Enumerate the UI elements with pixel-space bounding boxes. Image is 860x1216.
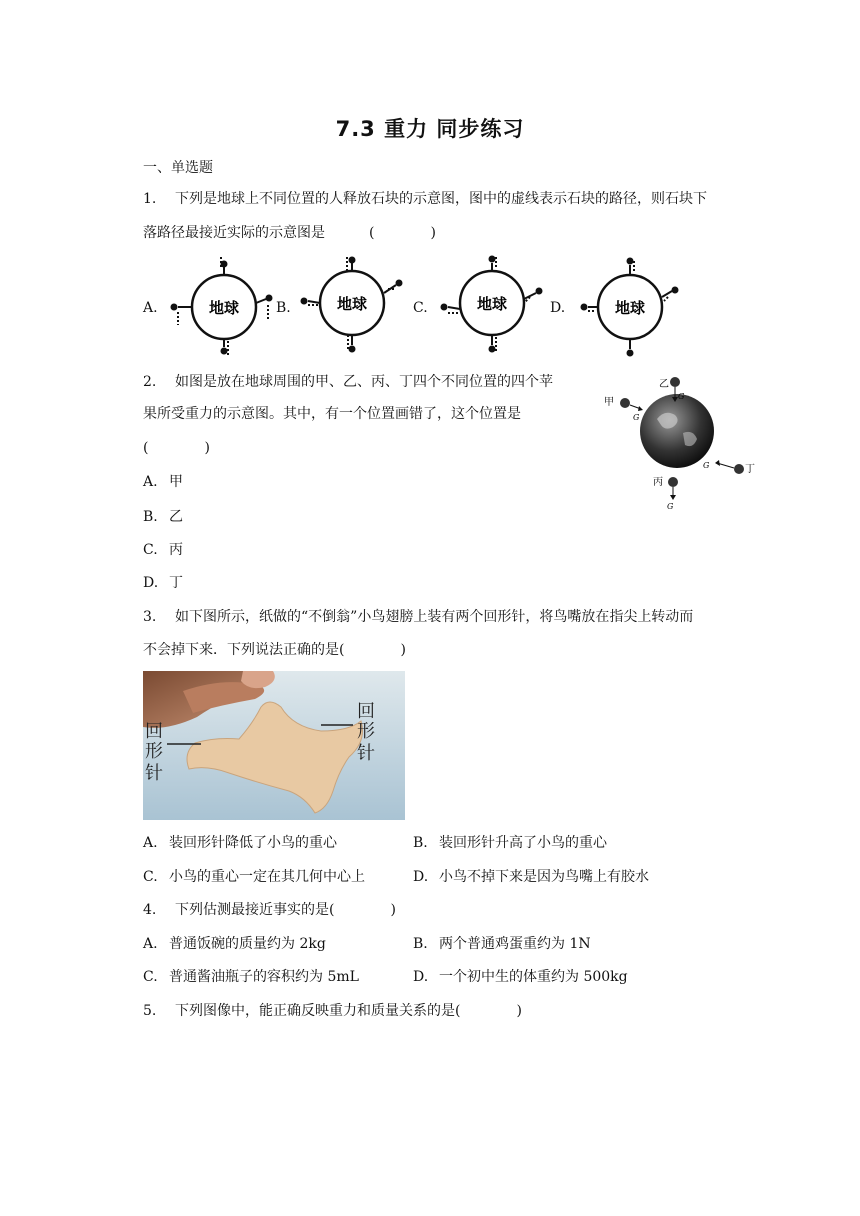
question-3-text-1: 如下图所示，纸做的“不倒翁”小鸟翅膀上装有两个回形针，将鸟嘴放在指尖上转动而 <box>175 609 694 625</box>
svg-text:G: G <box>678 392 685 401</box>
photo-label-left-1: 回 <box>145 721 163 742</box>
apple-jia-icon <box>620 398 630 408</box>
question-5-answer-paren: ( ) <box>455 1003 522 1019</box>
page-title: 7.3 重力 同步练习 <box>335 117 525 141</box>
question-3-answer-paren: ( ) <box>339 642 406 658</box>
question-2-line-1 <box>143 372 553 392</box>
q2-earth-apples-diagram <box>597 369 755 511</box>
q2-option-c[interactable]: C. 丙 <box>143 542 183 558</box>
question-5-line-1 <box>143 1001 522 1021</box>
apple-yi-icon <box>670 377 680 387</box>
svg-text:G: G <box>633 413 640 422</box>
q1-option-c-label[interactable]: C. <box>413 300 428 316</box>
q1-option-d-label[interactable]: D. <box>550 300 566 316</box>
q4-option-b[interactable]: B. 两个普通鸡蛋重约为 1N <box>413 936 591 952</box>
question-1-text-2: 落路径最接近实际的示意图是 <box>143 225 325 241</box>
photo-label-left-3: 针 <box>145 763 163 784</box>
apple-bing-icon <box>668 477 678 487</box>
question-3-number: 3. <box>143 609 157 625</box>
question-3-line-1 <box>143 607 693 627</box>
q1-figure-b <box>292 253 412 358</box>
question-4-text-1: 下列估测最接近事实的是 <box>175 902 329 918</box>
question-3-text-2: 不会掉下来．下列说法正确的是 <box>143 642 339 658</box>
q2-option-b[interactable]: B. 乙 <box>143 509 183 525</box>
earth-icon <box>640 394 714 468</box>
q4-option-d[interactable]: D. 一个初中生的体重约为 500kg <box>413 969 628 985</box>
question-2-line-2: 果所受重力的示意图。其中，有一个位置画错了，这个位置是 <box>143 406 521 422</box>
question-5-text-1: 下列图像中，能正确反映重力和质量关系的是 <box>175 1003 455 1019</box>
question-4-number: 4. <box>143 902 157 918</box>
q1-a-globe-label: 地球 <box>208 299 240 317</box>
q1-option-b-label[interactable]: B. <box>276 300 291 316</box>
question-5-number: 5. <box>143 1003 157 1019</box>
q1-c-globe-label: 地球 <box>476 295 508 313</box>
question-3-line-2 <box>143 640 406 660</box>
photo-label-right-1: 回 <box>357 701 375 722</box>
label-bing: 丙 <box>653 477 663 488</box>
question-2-text-1: 如图是放在地球周围的甲、乙、丙、丁四个不同位置的四个苹 <box>175 374 553 390</box>
q1-option-a-label[interactable]: A. <box>143 300 158 316</box>
q2-option-d[interactable]: D. 丁 <box>143 575 183 591</box>
q1-d-globe-label: 地球 <box>614 299 646 317</box>
question-4-line-1 <box>143 900 396 920</box>
svg-text:G: G <box>667 502 674 511</box>
q3-option-a[interactable]: A. 装回形针降低了小鸟的重心 <box>143 835 337 851</box>
label-yi: 乙 <box>659 379 669 390</box>
question-1-line-1 <box>143 189 707 209</box>
q1-b-globe-label: 地球 <box>336 295 368 313</box>
q4-option-a[interactable]: A. 普通饭碗的质量约为 2kg <box>143 936 326 952</box>
question-1-text-1: 下列是地球上不同位置的人释放石块的示意图，图中的虚线表示石块的路径，则石块下 <box>175 191 707 207</box>
photo-label-right-3: 针 <box>357 743 375 764</box>
q2-option-a[interactable]: A. 甲 <box>143 474 183 490</box>
q3-option-c[interactable]: C. 小鸟的重心一定在其几何中心上 <box>143 869 365 885</box>
q3-paper-bird-photo <box>143 671 405 820</box>
label-jia: 甲 <box>604 397 614 408</box>
section-heading: 一、单选题 <box>143 160 213 176</box>
question-2-answer-paren: ( ) <box>143 440 210 456</box>
q3-option-b[interactable]: B. 装回形针升高了小鸟的重心 <box>413 835 607 851</box>
question-1-answer-paren: ( ) <box>369 225 436 241</box>
svg-text:G: G <box>703 461 710 470</box>
apple-ding-icon <box>734 464 744 474</box>
q1-figure-c <box>430 253 550 358</box>
q1-figure-a <box>160 255 280 360</box>
question-1-line-2 <box>143 223 436 243</box>
photo-label-left-2: 形 <box>145 741 163 762</box>
q4-option-c[interactable]: C. 普通酱油瓶子的容积约为 5mL <box>143 969 359 985</box>
label-ding: 丁 <box>745 464 755 475</box>
q3-option-d[interactable]: D. 小鸟不掉下来是因为鸟嘴上有胶水 <box>413 869 649 885</box>
question-4-answer-paren: ( ) <box>329 902 396 918</box>
question-1-number: 1. <box>143 191 157 207</box>
photo-label-right-2: 形 <box>357 721 375 742</box>
q1-figure-d <box>568 255 688 360</box>
question-2-number: 2. <box>143 374 157 390</box>
